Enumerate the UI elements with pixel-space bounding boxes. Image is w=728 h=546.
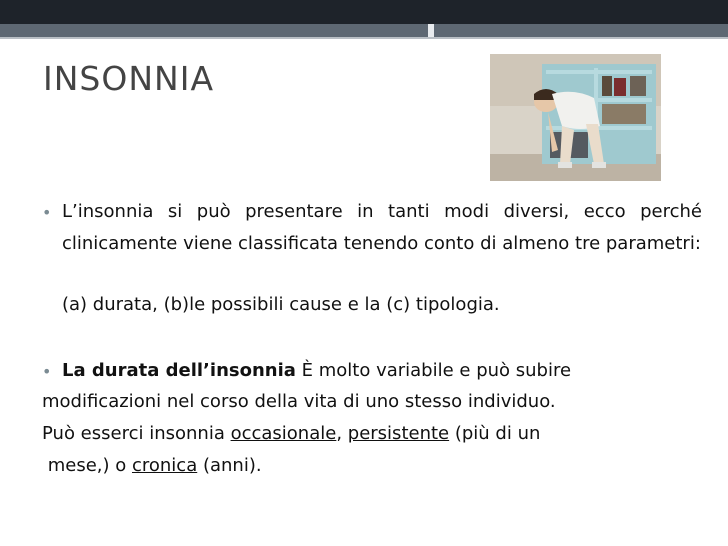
bullet-2-line-2: modificazioni nel corso della vita di uno stesso individuo. [42,391,556,412]
line-4-suffix: (anni). [197,455,262,476]
line-4-prefix: mese,) o [42,455,132,476]
slide-title: INSONNIA [43,59,215,98]
cronica-term: cronica [131,455,198,476]
bullet-2-line-1 [62,355,571,386]
sleeping-child-photo [490,54,661,181]
bullet-2-dot: • [42,362,52,381]
bullet-1-sub: (a) durata, (b)le possibili cause e la (c) tipologia. [62,294,500,315]
header-band-right [434,24,728,37]
persistente-term: persistente [347,423,450,444]
header-rule [0,37,728,39]
line-3-comma: , [336,423,348,444]
occasionale-term: occasionale [230,423,337,444]
line-3-suffix: (più di un [449,423,541,444]
bullet-1-text: L’insonnia si può presentare in tanti modi diversi, ecco perché clinicamente viene classificata tenendo conto di almeno tre parametri: [62,201,702,254]
bullet-2-line-3 [42,418,540,449]
bullet-2-heading: La durata dell’insonnia [62,360,296,381]
bullet-2-line-4 [42,450,262,481]
header-band-left [0,24,428,37]
top-bar [0,0,728,24]
line-3-prefix: Può esserci insonnia [42,423,231,444]
bullet-2-rest: È molto variabile e può subire [295,360,572,381]
bullet-1-dot: • [42,203,52,222]
